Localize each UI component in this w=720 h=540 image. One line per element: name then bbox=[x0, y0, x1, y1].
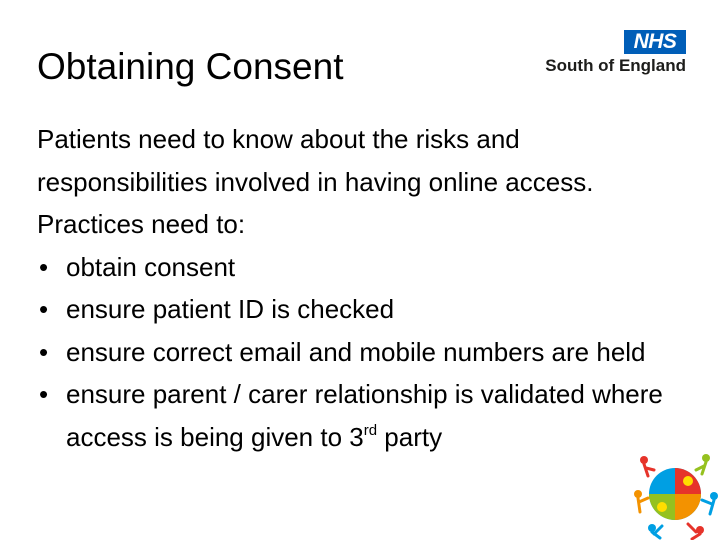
bullet-text-tail: party bbox=[377, 421, 443, 452]
bullet-text: ensure correct email and mobile numbers are held bbox=[66, 336, 646, 367]
bullet-item bbox=[37, 246, 677, 289]
bullet-text: ensure parent / carer relationship is validated where access is being given to 3 bbox=[66, 379, 663, 452]
bullet-glyph: • bbox=[39, 294, 49, 324]
bullet-item bbox=[37, 373, 677, 458]
bullet-item bbox=[37, 331, 677, 374]
bullet-item bbox=[37, 288, 677, 331]
slide-title: Obtaining Consent bbox=[37, 46, 344, 87]
lead-paragraph: Practices need to: bbox=[37, 209, 246, 239]
bullet-text: ensure patient ID is checked bbox=[66, 294, 395, 324]
bullet-glyph: • bbox=[39, 379, 49, 409]
bullet-glyph: • bbox=[39, 336, 49, 367]
bullet-list bbox=[37, 246, 677, 459]
bullet-superscript: rd bbox=[363, 421, 378, 439]
nhs-logo-box: NHS bbox=[624, 30, 686, 54]
slide-body bbox=[37, 118, 677, 458]
nhs-region-label: South of England bbox=[545, 56, 686, 75]
bullet-glyph: • bbox=[39, 251, 49, 282]
nhs-logo bbox=[522, 30, 688, 78]
puzzle-people-icon bbox=[630, 448, 720, 540]
bullet-text: obtain consent bbox=[66, 251, 236, 282]
intro-paragraph: Patients need to know about the risks and responsibilities involved in having online access. bbox=[37, 124, 594, 197]
